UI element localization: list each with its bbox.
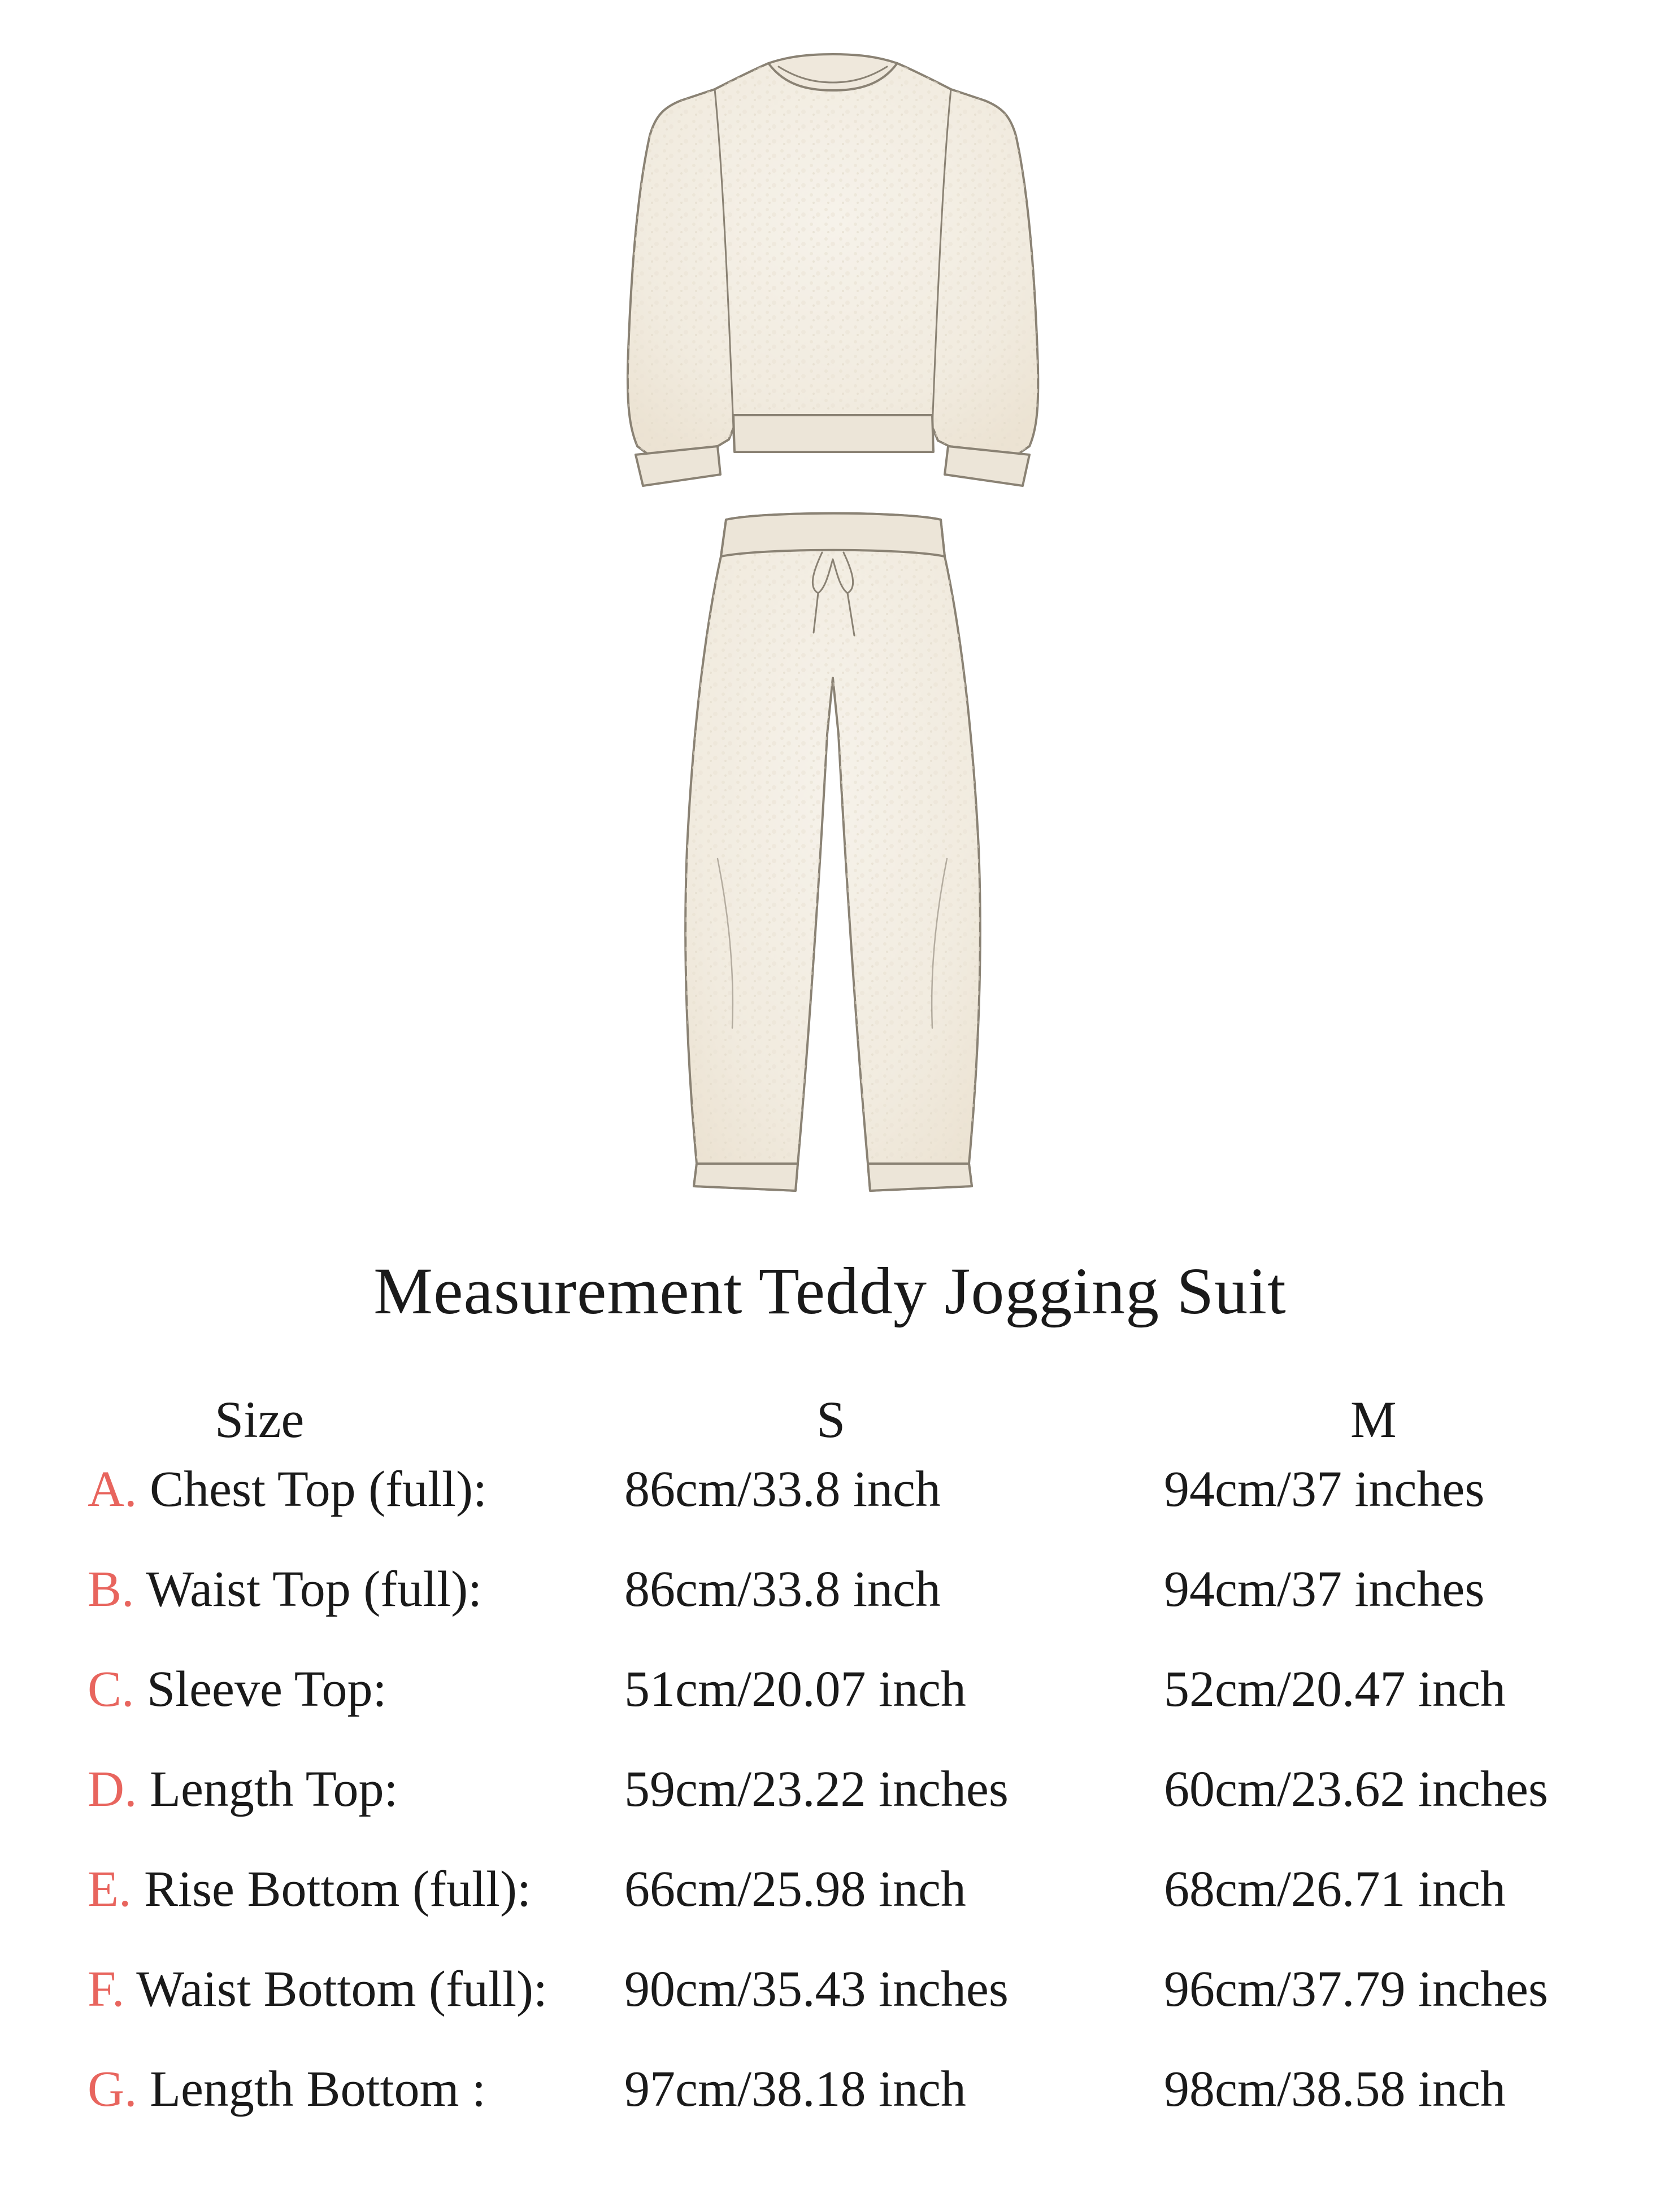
value-s: 86cm/33.8 inch — [624, 1461, 941, 1517]
value-m: 68cm/26.71 inch — [1164, 1861, 1506, 1917]
row-label — [88, 1460, 487, 1518]
row-label-text: Rise Bottom (full): — [144, 1861, 531, 1917]
row-label — [88, 2060, 486, 2118]
table-row — [0, 1860, 1660, 1960]
header-size: Size — [215, 1391, 305, 1448]
table-row — [0, 1460, 1660, 1560]
table-row — [0, 2060, 1660, 2160]
row-label — [88, 1760, 398, 1818]
value-m: 94cm/37 inches — [1164, 1561, 1485, 1617]
value-s: 66cm/25.98 inch — [624, 1861, 966, 1917]
row-letter: B. — [88, 1561, 134, 1617]
value-s: 90cm/35.43 inches — [624, 1961, 1009, 2017]
row-label-text: Length Top: — [150, 1761, 398, 1817]
value-s: 86cm/33.8 inch — [624, 1561, 941, 1617]
table-row — [0, 1660, 1660, 1760]
header-size-m: M — [1350, 1391, 1397, 1448]
row-label — [88, 1860, 531, 1918]
value-m: 98cm/38.58 inch — [1164, 2061, 1506, 2117]
jogger-pants-icon — [685, 513, 980, 1191]
value-m: 96cm/37.79 inches — [1164, 1961, 1548, 2017]
table-row — [0, 1560, 1660, 1660]
row-label-text: Length Bottom : — [150, 2061, 486, 2117]
row-label-text: Waist Top (full): — [146, 1561, 483, 1617]
row-letter: G. — [88, 2061, 137, 2117]
value-s: 97cm/38.18 inch — [624, 2061, 966, 2117]
row-letter: D. — [88, 1761, 137, 1817]
row-label — [88, 1660, 387, 1718]
table-header-row — [0, 1378, 1660, 1460]
row-label — [88, 1960, 547, 2018]
table-row — [0, 1960, 1660, 2060]
row-letter: C. — [88, 1661, 134, 1717]
row-letter: F. — [88, 1961, 125, 2017]
table-row — [0, 1760, 1660, 1860]
page-title: Measurement Teddy Jogging Suit — [373, 1254, 1287, 1328]
row-label-text: Waist Bottom (full): — [136, 1961, 547, 2017]
row-letter: E. — [88, 1861, 132, 1917]
value-m: 94cm/37 inches — [1164, 1461, 1485, 1517]
row-label-text: Chest Top (full): — [150, 1461, 487, 1517]
header-size-s: S — [816, 1391, 846, 1448]
row-label — [88, 1560, 482, 1618]
row-label-text: Sleeve Top: — [147, 1661, 387, 1717]
measurement-table — [0, 1378, 1660, 2160]
sweatshirt-icon — [628, 54, 1038, 486]
value-s: 51cm/20.07 inch — [624, 1661, 966, 1717]
value-m: 52cm/20.47 inch — [1164, 1661, 1506, 1717]
value-s: 59cm/23.22 inches — [624, 1761, 1009, 1817]
value-m: 60cm/23.62 inches — [1164, 1761, 1548, 1817]
row-letter: A. — [88, 1461, 137, 1517]
